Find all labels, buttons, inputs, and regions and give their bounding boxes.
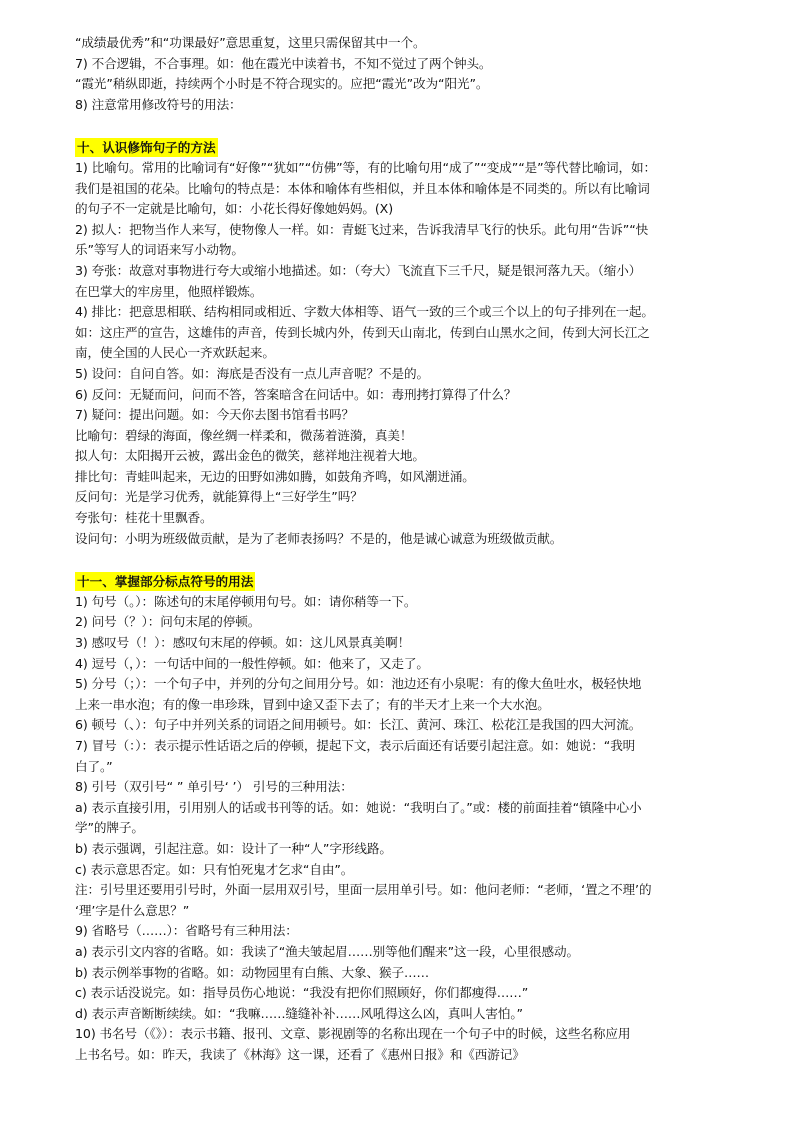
text-line: 夸张句：桂花十里飘香。 — [75, 510, 213, 526]
text-line: 2) 问号（？）：问句末尾的停顿。 — [75, 614, 261, 630]
text-line: b) 表示例举事物的省略。如：动物园里有白熊、大象、猴子…… — [75, 964, 429, 980]
text-line: 上来一串水泡；有的像一串珍珠，冒到中途又歪下去了；有的半天才上来一个大水泡。 — [75, 696, 550, 712]
section-10 — [75, 136, 723, 549]
text-line: 注：引号里还要用引号时，外面一层用双引号，里面一层用单引号。如：他问老师：“老师，‘置之不理’的 — [75, 882, 652, 898]
text-line: 3) 感叹号（！）：感叹句末尾的停顿。如：这儿风景真美啊！ — [75, 635, 411, 651]
text-line: c) 表示话没说完。如：指导员伤心地说：“我没有把你们照顾好，你们都瘦得……” — [75, 985, 529, 1001]
text-line: 10) 书名号（《》）：表示书籍、报刊、文章、影视剧等的名称出现在一个句子中的时候，这些名称应用 — [75, 1026, 631, 1042]
text-line: 9) 省略号（……）：省略号有三种用法： — [75, 923, 298, 939]
text-line: 6) 顿号（、）：句子中并列关系的词语之间用顿号。如：长江、黄河、珠江、松花江是我国的四大河流。 — [75, 717, 642, 733]
intro-block — [75, 33, 723, 115]
text-line: 在巴掌大的牢房里，他照样锻炼。 — [75, 283, 263, 299]
text-line: ‘理’字是什么意思？” — [75, 902, 190, 918]
text-line: 乐”等写人的词语来写小动物。 — [75, 242, 244, 258]
text-line: b) 表示强调，引起注意。如：设计了一种“人”字形线路。 — [75, 840, 392, 856]
text-line: 1) 比喻句。常用的比喻词有“好像”“犹如”“仿佛”等，有的比喻句用“成了”“变成”“是”等代替比喻词，如： — [75, 159, 656, 175]
text-line: 4) 逗号（，）：一句话中间的一般性停顿。如：他来了，又走了。 — [75, 655, 429, 671]
text-line: 如：这庄严的宣告，这雄伟的声音，传到长城内外，传到天山南北，传到白山黑水之间，传到大河长江之 — [75, 324, 650, 340]
text-line: 8) 注意常用修改符号的用法： — [75, 96, 242, 112]
text-line: 反问句：光是学习优秀，就能算得上“三好学生”吗？ — [75, 489, 363, 505]
text-line: 排比句：青蛙叫起来，无边的田野如沸如腾，如鼓角齐鸣，如风潮迸涌。 — [75, 468, 475, 484]
text-line: a) 表示引文内容的省略。如：我读了“渔夫皱起眉……别等他们醒来”这一段，心里很感动。 — [75, 943, 579, 959]
text-line: c) 表示意思否定。如：只有怕死鬼才乞求“自由”。 — [75, 861, 354, 877]
text-line: 我们是祖国的花朵。比喻句的特点是：本体和喻体有些相似，并且本体和喻体是不同类的。所以有比喻词 — [75, 180, 650, 196]
text-line: 7) 不合逻辑，不合事理。如：他在霞光中读着书，不知不觉过了两个钟头。 — [75, 55, 492, 71]
document-page — [75, 33, 723, 1066]
text-line: 白了。” — [75, 758, 113, 774]
text-line: 设问句：小明为班级做贡献，是为了老师表扬吗？不是的，他是诚心诚意为班级做贡献。 — [75, 530, 563, 546]
text-line: 上书名号。如：昨天，我读了《林海》这一课，还看了《惠州日报》和《西游记》 — [75, 1046, 525, 1062]
text-line: 拟人句：太阳揭开云被，露出金色的微笑，慈祥地注视着大地。 — [75, 448, 425, 464]
text-line: 的句子不一定就是比喻句，如：小花长得好像她妈妈。(X) — [75, 201, 394, 217]
section-heading: 十一、掌握部分标点符号的用法 — [77, 573, 254, 589]
text-line: 1) 句号（。）：陈述句的末尾停顿用句号。如：请你稍等一下。 — [75, 593, 417, 609]
section-11 — [75, 570, 723, 1066]
text-line: d) 表示声音断断续续。如：“我嘛……缝缝补补……风吼得这么凶，真叫人害怕。” — [75, 1005, 523, 1021]
text-line: a) 表示直接引用，引用别人的话或书刊等的话。如：她说：“我明白了。”或：楼的前面挂着“镇隆中心小 — [75, 799, 642, 815]
text-line: 6) 反问：无疑而问，问而不答，答案暗含在问话中。如：毒刑拷打算得了什么？ — [75, 386, 517, 402]
section-heading: 十、认识修饰句子的方法 — [77, 139, 216, 155]
text-line: 4) 排比：把意思相联、结构相同或相近、字数大体相等、语气一致的三个或三个以上的句子排列在一起。 — [75, 304, 654, 320]
text-line: 比喻句：碧绿的海面，像丝绸一样柔和，微荡着涟漪，真美！ — [75, 427, 413, 443]
text-line: “成绩最优秀”和“功课最好”意思重复，这里只需保留其中一个。 — [75, 35, 426, 50]
text-line: “霞光”稍纵即逝，持续两个小时是不符合现实的。应把“霞光”改为“阳光”。 — [75, 76, 489, 92]
text-line: 5) 设问：自问自答。如：海底是否没有一点儿声音呢？不是的。 — [75, 365, 429, 381]
text-line: 8) 引号（双引号“ ” 单引号‘ ’） 引号的三种用法： — [75, 779, 353, 795]
text-line: 2) 拟人：把物当作人来写，使物像人一样。如：青蜓飞过来，告诉我清早飞行的快乐。此句用“告诉”“快 — [75, 221, 649, 237]
text-line: 南，使全国的人民心一齐欢跃起来。 — [75, 345, 275, 361]
text-line: 5) 分号（；）：一个句子中，并列的分句之间用分号。如：池边还有小泉呢：有的像大鱼吐水，极轻快地 — [75, 676, 642, 692]
text-line: 7) 冒号（：）：表示提示性话语之后的停顿，提起下文，表示后面还有话要引起注意。如：她说：“我明 — [75, 738, 636, 753]
text-line: 7) 疑问：提出问题。如：今天你去图书馆看书吗？ — [75, 407, 354, 423]
text-line: 3) 夸张：故意对事物进行夸大或缩小地描述。如：（夸大）飞流直下三千尺，疑是银河落九天。（缩小） — [75, 262, 642, 278]
text-line: 学”的牌子。 — [75, 820, 144, 836]
